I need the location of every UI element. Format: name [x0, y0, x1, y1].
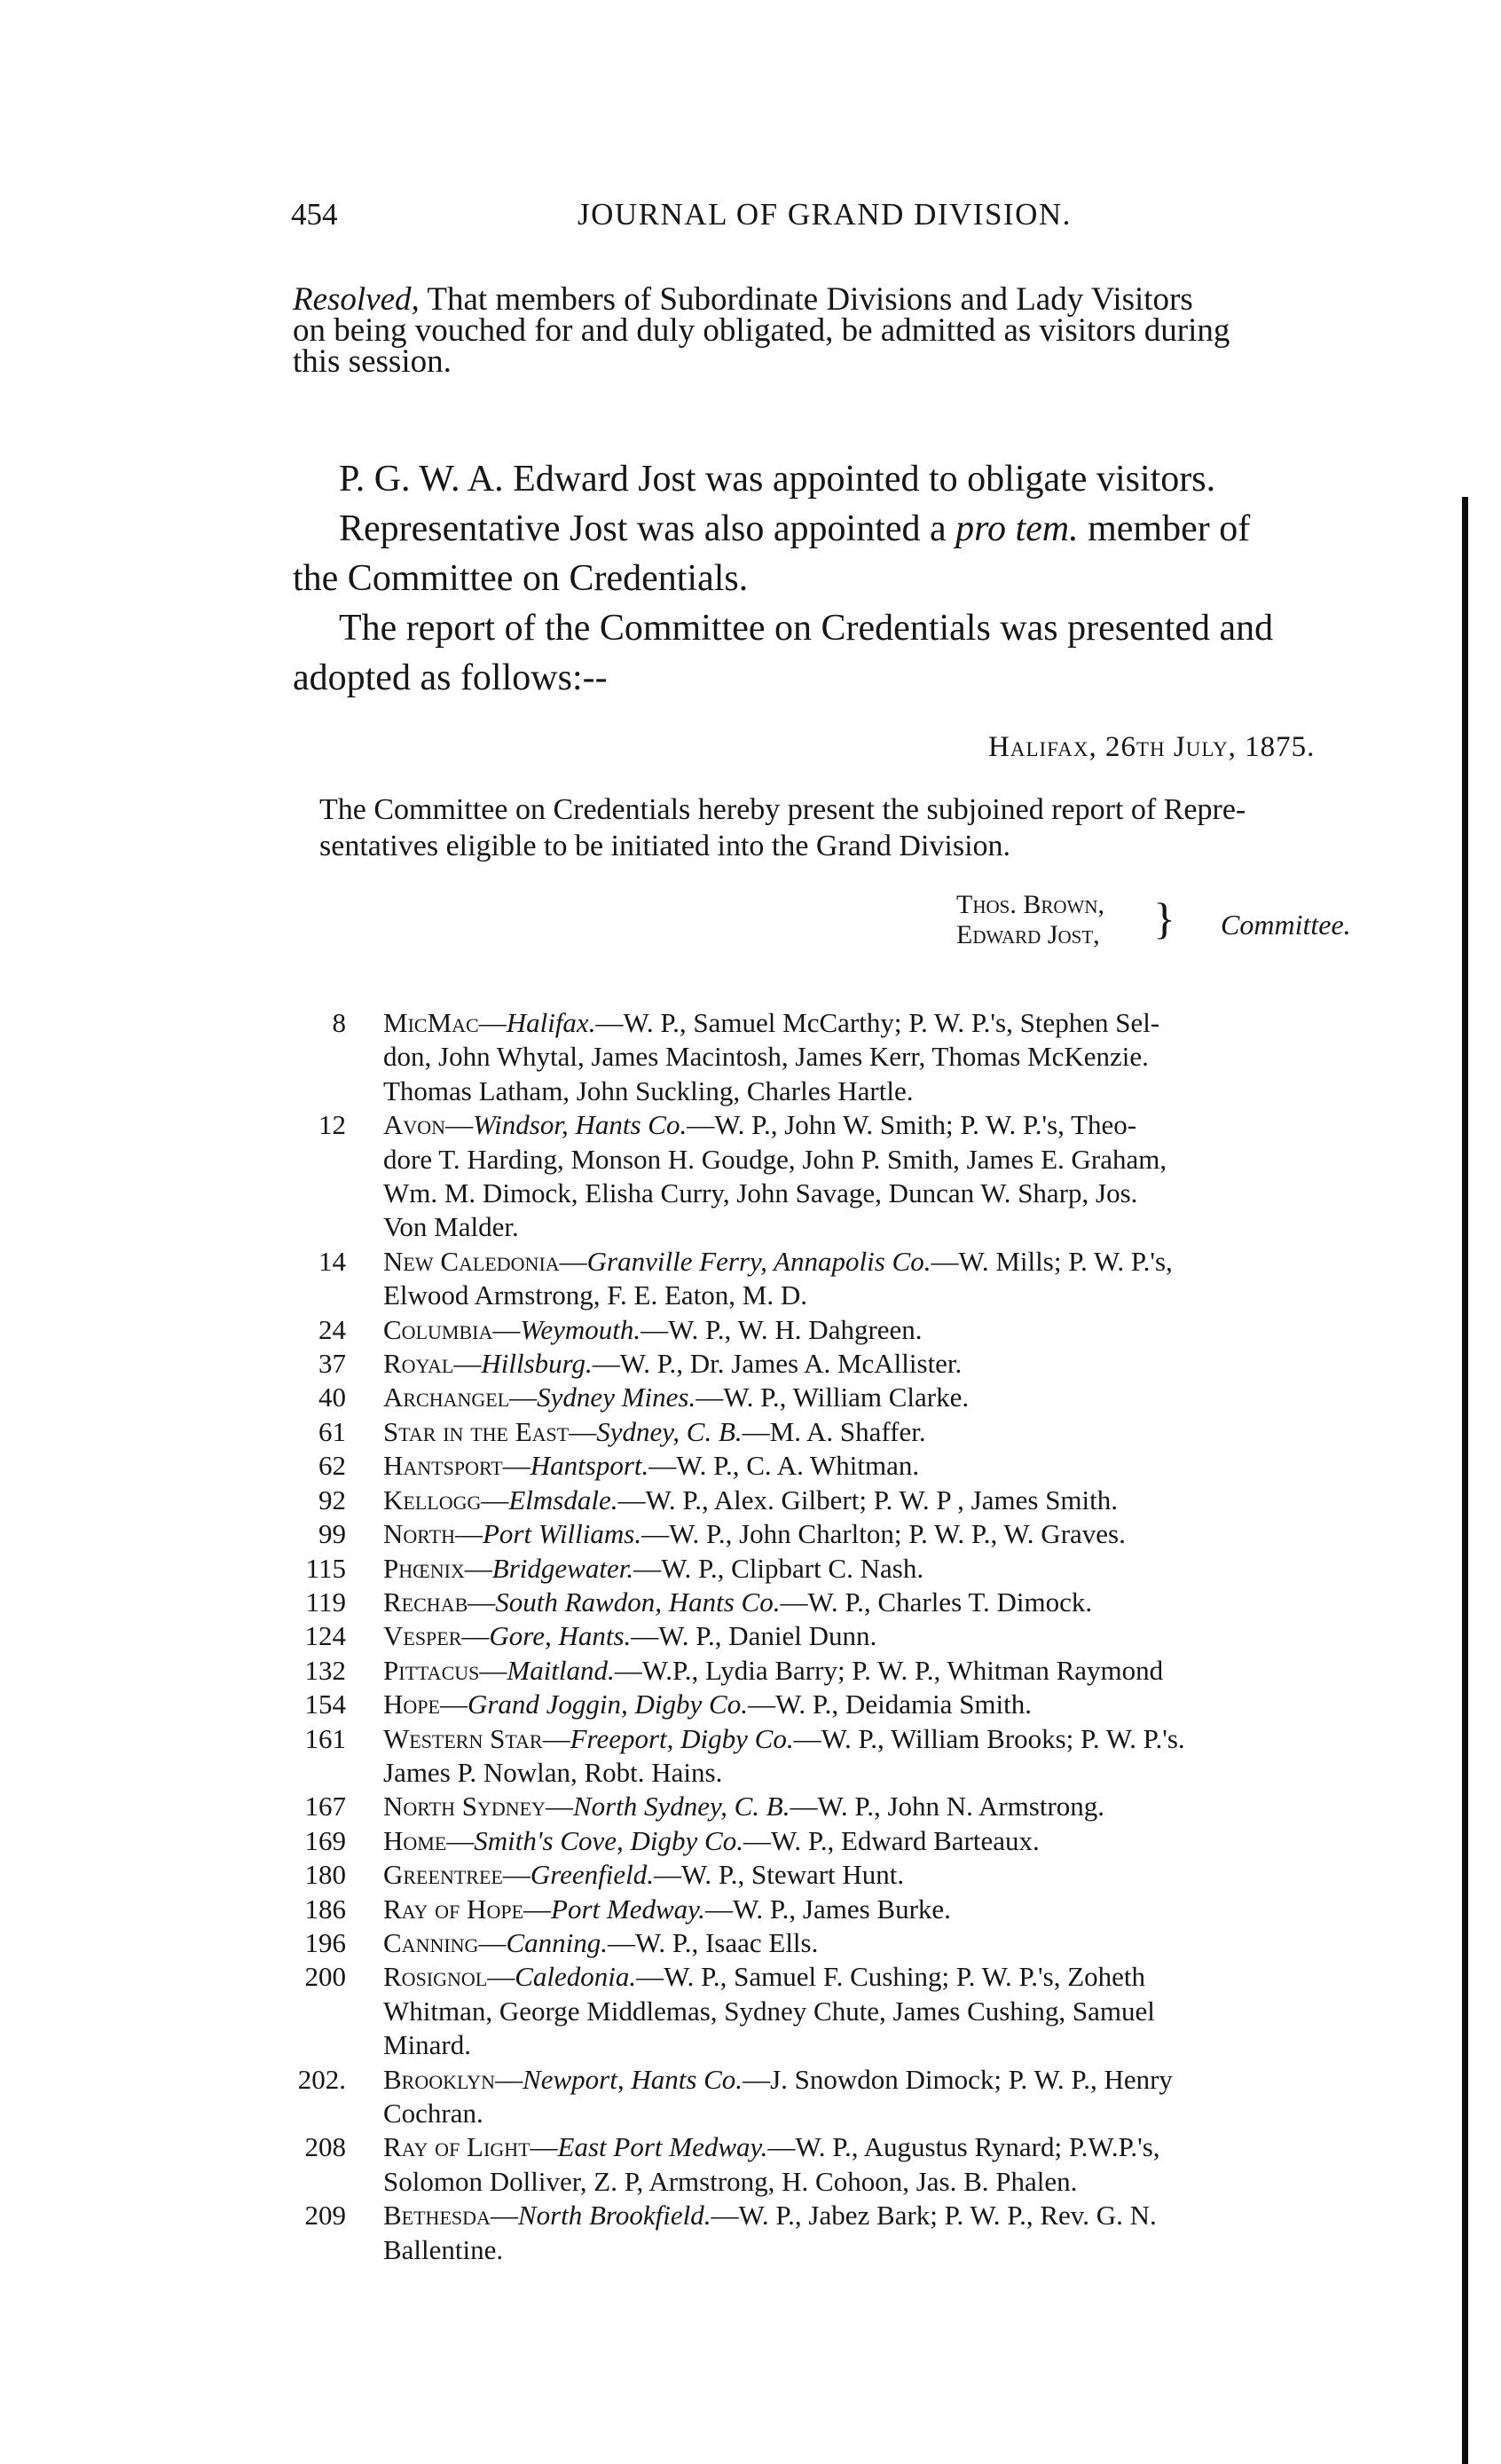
division-entry: [266, 1926, 1464, 1960]
division-name: Canning: [383, 1926, 479, 1958]
division-name: Ray of Hope: [383, 1893, 524, 1925]
entry-continuation-line: Wm. M. Dimock, Elisha Curry, John Savage, Duncan W. Sharp, Jos.: [383, 1177, 1138, 1209]
entry-first-line: Ray of Hope—Port Medway.—W. P., James Burke.: [383, 1893, 951, 1925]
division-name: Pittacus: [383, 1654, 480, 1686]
division-number: 61: [318, 1415, 346, 1447]
division-name: Hantsport: [383, 1450, 503, 1482]
division-place: North Brookfield.: [517, 2200, 711, 2232]
signer-name: Thos. Brown,: [956, 890, 1105, 919]
division-number: 8: [332, 1007, 346, 1038]
page-number: 454: [291, 197, 338, 232]
division-number: 37: [318, 1348, 346, 1380]
entry-first-line: Western Star—Freeport, Digby Co.—W. P., William Brooks; P. W. P.'s.: [383, 1722, 1185, 1754]
entry-first-line: Canning—Canning.—W. P., Isaac Ells.: [383, 1926, 819, 1958]
division-entry: [266, 1960, 1464, 2062]
credentials-report-text: [319, 791, 1246, 864]
officers-text: —W. P., Samuel F. Cushing; P. W. P.'s, Zoheth: [636, 1961, 1146, 1993]
division-entry: [266, 1722, 1464, 1791]
officers-text: —W. P., Augustus Rynard; P.W.P.'s,: [767, 2131, 1160, 2163]
division-place: Gore, Hants.: [489, 1620, 632, 1652]
division-number: 161: [304, 1722, 346, 1754]
division-place: Granville Ferry, Annapolis Co.: [586, 1245, 931, 1277]
division-name: Archangel: [383, 1382, 510, 1413]
division-number: 40: [318, 1382, 346, 1413]
signer-name: Edward Jost,: [956, 920, 1100, 949]
division-entry: [266, 1619, 1464, 1653]
officers-text: —W. P., William Clarke.: [695, 1382, 970, 1413]
entry-continuation-line: don, John Whytal, James Macintosh, James Kerr, Thomas McKenzie.: [383, 1041, 1149, 1073]
division-place: Sydney, C. B.: [596, 1415, 743, 1447]
division-name: Hope: [383, 1689, 440, 1720]
division-number: 99: [318, 1518, 346, 1550]
minutes-paragraphs: [293, 454, 1473, 703]
entry-first-line: Avon—Windsor, Hants Co.—W. P., John W. Smith; P. W. P.'s, Theo-: [383, 1109, 1137, 1141]
division-name: Greentree: [383, 1859, 503, 1891]
division-place: Halifax.: [506, 1007, 596, 1038]
division-name: Bethesda: [383, 2200, 491, 2232]
entry-first-line: Hantsport—Hantsport.—W. P., C. A. Whitman.: [383, 1450, 920, 1482]
officers-text: —W. P., Dr. James A. McAllister.: [592, 1348, 963, 1380]
division-entry: [266, 1790, 1464, 1823]
division-name: Avon: [383, 1109, 446, 1141]
entry-first-line: Rechab—South Rawdon, Hants Co.—W. P., Charles T. Dimock.: [383, 1586, 1093, 1618]
report-line: The Committee on Credentials hereby present the subjoined report of Repre-: [319, 793, 1246, 826]
entry-first-line: Hope—Grand Joggin, Digby Co.—W. P., Deidamia Smith.: [383, 1689, 1033, 1720]
division-number: 124: [304, 1620, 346, 1652]
officers-text: —W. P., John N. Armstrong.: [790, 1791, 1105, 1822]
division-place: Smith's Cove, Digby Co.: [474, 1824, 743, 1856]
entry-first-line: Star in the East—Sydney, C. B.—M. A. Shaffer.: [383, 1415, 926, 1447]
division-number: 200: [304, 1961, 346, 1993]
resolution-line: Resolved, That members of Subordinate Divisions and Lady Visitors: [293, 281, 1193, 318]
division-number: 14: [318, 1245, 346, 1277]
report-line: sentatives eligible to be initiated into the Grand Division.: [319, 830, 1011, 862]
officers-text: —W. P., W. H. Dahgreen.: [640, 1313, 923, 1345]
division-place: Hillsburg.: [481, 1348, 593, 1380]
officers-text: —W. Mills; P. W. P.'s,: [931, 1245, 1173, 1277]
paragraph-line: the Committee on Credentials.: [293, 558, 749, 599]
officers-text: —W. P., Daniel Dunn.: [631, 1620, 877, 1652]
division-number: 119: [305, 1586, 346, 1618]
entry-first-line: Ray of Light—East Port Medway.—W. P., Augustus Rynard; P.W.P.'s,: [383, 2131, 1160, 2163]
division-entry: [266, 1381, 1464, 1414]
division-place: Canning.: [506, 1926, 608, 1958]
entry-first-line: Bethesda—North Brookfield.—W. P., Jabez Bark; P. W. P., Rev. G. N.: [383, 2200, 1157, 2232]
division-entry: [266, 1313, 1464, 1347]
division-name: Home: [383, 1824, 447, 1856]
division-place: Newport, Hants Co.: [523, 2063, 743, 2095]
entry-first-line: Kellogg—Elmsdale.—W. P., Alex. Gilbert; P. W. P , James Smith.: [383, 1484, 1119, 1515]
division-place: South Rawdon, Hants Co.: [495, 1586, 781, 1618]
division-number: 154: [304, 1689, 346, 1720]
entry-first-line: Royal—Hillsburg.—W. P., Dr. James A. McAllister.: [383, 1348, 963, 1380]
officers-text: —W. P., Charles T. Dimock.: [780, 1586, 1093, 1618]
division-number: 169: [304, 1824, 346, 1856]
entry-first-line: Brooklyn—Newport, Hants Co.—J. Snowdon Dimock; P. W. P., Henry: [383, 2063, 1173, 2095]
division-place: East Port Medway.: [557, 2131, 768, 2163]
officers-text: —W. P., John W. Smith; P. W. P.'s, Theo-: [687, 1109, 1137, 1141]
division-name: Brooklyn: [383, 2063, 496, 2095]
entry-continuation-line: Cochran.: [383, 2098, 483, 2129]
entry-first-line: Phœnix—Bridgewater.—W. P., Clipbart C. Nash.: [383, 1552, 924, 1584]
division-number: 12: [318, 1109, 346, 1141]
entry-first-line: Columbia—Weymouth.—W. P., W. H. Dahgreen.: [383, 1313, 923, 1345]
division-entry: [266, 2130, 1464, 2199]
officers-text: —W.P., Lydia Barry; P. W. P., Whitman Raymond: [614, 1654, 1164, 1686]
division-entry: [266, 1824, 1464, 1858]
division-place: Port Medway.: [551, 1893, 705, 1925]
resolution-paragraph: [293, 281, 1473, 380]
officers-text: —W. P., Clipbart C. Nash.: [633, 1552, 924, 1584]
paragraph-line: Representative Jost was also appointed a pro tem. member of: [339, 508, 1251, 549]
division-name: Royal: [383, 1348, 454, 1380]
division-entry: [266, 1586, 1464, 1619]
division-number: 180: [304, 1859, 346, 1891]
committee-label: Committee.: [1221, 909, 1351, 941]
division-name: Vesper: [383, 1620, 462, 1652]
division-entry: [266, 1245, 1464, 1313]
division-entry: [266, 1415, 1464, 1449]
officers-text: —W. P., Alex. Gilbert; P. W. P , James Smith.: [617, 1484, 1119, 1515]
entry-continuation-line: Ballentine.: [383, 2233, 504, 2265]
division-entry: [266, 1654, 1464, 1688]
officers-text: —W. P., Jabez Bark; P. W. P., Rev. G. N.: [711, 2200, 1157, 2232]
committee-signers: [956, 890, 1104, 950]
division-entry: [266, 1484, 1464, 1517]
division-number: 208: [304, 2131, 346, 2163]
division-place: Greenfield.: [530, 1859, 654, 1891]
entry-first-line: Pittacus—Maitland.—W.P., Lydia Barry; P. W. P., Whitman Raymond: [383, 1654, 1164, 1686]
report-dateline: Halifax, 26th July, 1875.: [988, 731, 1316, 763]
entry-continuation-line: Thomas Latham, John Suckling, Charles Hartle.: [383, 1075, 914, 1106]
division-place: North Sydney, C. B.: [572, 1791, 790, 1822]
division-place: Caledonia.: [515, 1961, 637, 1993]
entry-first-line: Archangel—Sydney Mines.—W. P., William Clarke.: [383, 1382, 970, 1413]
officers-text: —J. Snowdon Dimock; P. W. P., Henry: [743, 2063, 1173, 2095]
division-place: Sydney Mines.: [537, 1382, 696, 1413]
entry-first-line: MicMac—Halifax.—W. P., Samuel McCarthy; P. W. P.'s, Stephen Sel-: [383, 1007, 1160, 1038]
division-place: Windsor, Hants Co.: [473, 1109, 688, 1141]
division-number: 115: [305, 1552, 346, 1584]
division-name: North Sydney: [383, 1791, 546, 1822]
division-place: Freeport, Digby Co.: [570, 1722, 794, 1754]
division-name: Rosignol: [383, 1961, 488, 1993]
officers-text: —W. P., Stewart Hunt.: [654, 1859, 905, 1891]
entry-continuation-line: dore T. Harding, Monson H. Goudge, John P. Smith, James E. Graham,: [383, 1143, 1167, 1175]
paragraph-line: The report of the Committee on Credentials was presented and: [339, 608, 1274, 649]
entry-first-line: Greentree—Greenfield.—W. P., Stewart Hunt.: [383, 1859, 905, 1891]
division-entry: [266, 1688, 1464, 1721]
division-entry: [266, 2063, 1464, 2131]
entry-first-line: Rosignol—Caledonia.—W. P., Samuel F. Cushing; P. W. P.'s, Zoheth: [383, 1961, 1146, 1993]
division-number: 186: [304, 1893, 346, 1925]
division-number: 209: [304, 2200, 346, 2232]
division-entry: [266, 1006, 1464, 1108]
division-place: Maitland.: [507, 1654, 615, 1686]
entry-continuation-line: Minard.: [383, 2029, 472, 2061]
division-name: Star in the East: [383, 1415, 570, 1447]
paragraph-line: P. G. W. A. Edward Jost was appointed to obligate visitors.: [339, 459, 1216, 500]
division-number: 202.: [297, 2063, 346, 2095]
division-entry: [266, 1858, 1464, 1892]
resolution-line: on being vouched for and duly obligated, be admitted as visitors during: [293, 312, 1230, 349]
division-place: Elmsdale.: [508, 1484, 618, 1515]
division-place: Weymouth.: [520, 1313, 641, 1345]
entry-continuation-line: Whitman, George Middlemas, Sydney Chute, James Cushing, Samuel: [383, 1995, 1155, 2027]
division-place: Port Williams.: [482, 1518, 642, 1550]
division-name: New Caledonia: [383, 1245, 560, 1277]
officers-text: —W. P., Isaac Ells.: [608, 1926, 819, 1958]
division-name: Ray of Light: [383, 2131, 530, 2163]
officers-text: —W. P., C. A. Whitman.: [648, 1450, 920, 1482]
division-entry: [266, 1552, 1464, 1586]
division-place: Hantsport.: [530, 1450, 649, 1482]
division-entry: [266, 1449, 1464, 1483]
entry-first-line: North—Port Williams.—W. P., John Charlton; P. W. P., W. Graves.: [383, 1518, 1126, 1550]
running-header: [291, 197, 1072, 232]
division-name: Kellogg: [383, 1484, 482, 1515]
officers-text: —W. P., Edward Barteaux.: [743, 1824, 1040, 1856]
running-title: JOURNAL OF GRAND DIVISION.: [578, 197, 1072, 232]
division-entry: [266, 1347, 1464, 1381]
division-place: Grand Joggin, Digby Co.: [467, 1689, 748, 1720]
division-name: Western Star: [383, 1722, 543, 1754]
division-number: 132: [304, 1654, 346, 1686]
division-name: Rechab: [383, 1586, 468, 1618]
division-representatives-list: [266, 1006, 1464, 2267]
division-entry: [266, 2199, 1464, 2267]
division-entry: [266, 1517, 1464, 1551]
division-name: North: [383, 1518, 455, 1550]
entry-first-line: Vesper—Gore, Hants.—W. P., Daniel Dunn.: [383, 1620, 877, 1652]
officers-text: —W. P., Samuel McCarthy; P. W. P.'s, Stephen Sel-: [595, 1007, 1160, 1038]
entry-continuation-line: James P. Nowlan, Robt. Hains.: [383, 1756, 723, 1788]
officers-text: —W. P., Deidamia Smith.: [747, 1689, 1033, 1720]
division-place: Bridgewater.: [491, 1552, 634, 1584]
officers-text: —W. P., William Brooks; P. W. P.'s.: [793, 1722, 1185, 1754]
division-number: 24: [318, 1313, 346, 1345]
division-name: MicMac: [383, 1007, 479, 1038]
paragraph-line: adopted as follows:--: [293, 657, 608, 698]
division-number: 62: [318, 1450, 346, 1482]
division-entry: [266, 1108, 1464, 1245]
entry-first-line: New Caledonia—Granville Ferry, Annapolis Co.—W. Mills; P. W. P.'s,: [383, 1245, 1173, 1277]
signers-brace: }: [1153, 895, 1175, 944]
division-name: Columbia: [383, 1313, 493, 1345]
officers-text: —W. P., James Burke.: [704, 1893, 951, 1925]
entry-first-line: North Sydney—North Sydney, C. B.—W. P., John N. Armstrong.: [383, 1791, 1105, 1822]
division-number: 167: [304, 1791, 346, 1822]
officers-text: —M. A. Shaffer.: [742, 1415, 926, 1447]
entry-first-line: Home—Smith's Cove, Digby Co.—W. P., Edward Barteaux.: [383, 1824, 1040, 1856]
entry-continuation-line: Solomon Dolliver, Z. P, Armstrong, H. Cohoon, Jas. B. Phalen.: [383, 2165, 1078, 2197]
division-number: 92: [318, 1484, 346, 1515]
officers-text: —W. P., John Charlton; P. W. P., W. Graves.: [641, 1518, 1126, 1550]
division-number: 196: [304, 1926, 346, 1958]
entry-continuation-line: Elwood Armstrong, F. E. Eaton, M. D.: [383, 1279, 808, 1311]
entry-continuation-line: Von Malder.: [383, 1211, 519, 1243]
resolution-line: this session.: [293, 343, 452, 380]
division-name: Phœnix: [383, 1552, 465, 1584]
division-entry: [266, 1893, 1464, 1926]
